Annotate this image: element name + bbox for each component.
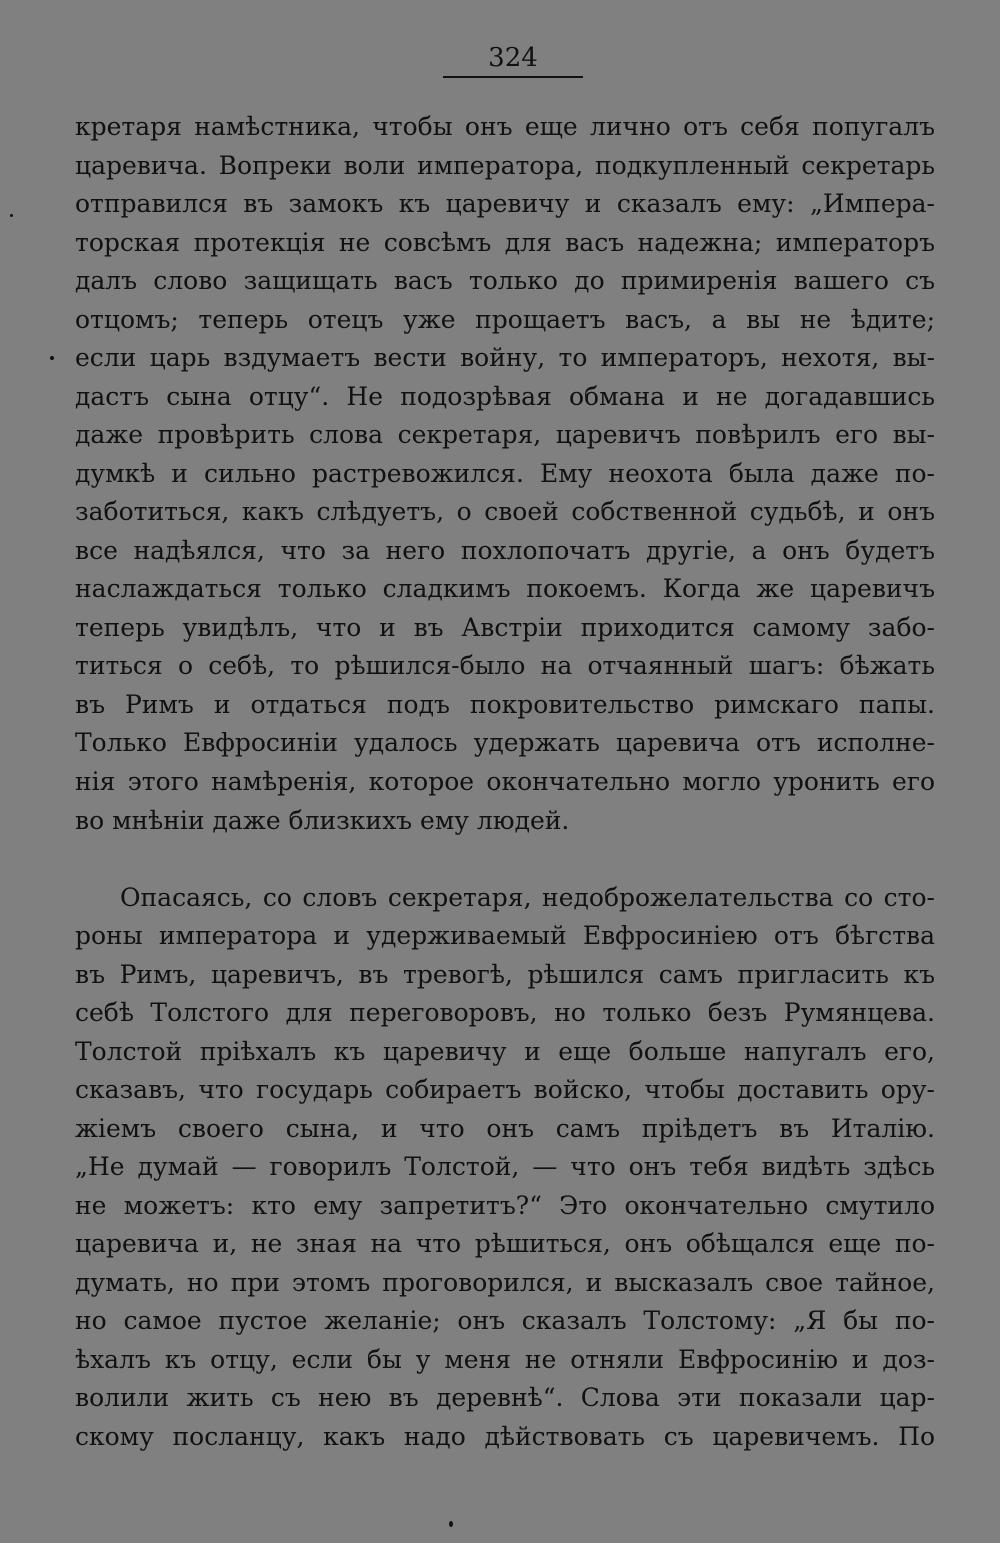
text-line: дастъ сына отцу“. Не подозрѣвая обмана и не догадавшись — [75, 382, 935, 411]
text-line: царевича. Вопреки воли императора, подкупленный секретарь — [75, 151, 935, 180]
text-line: въ Римъ, царевичъ, въ тревогѣ, рѣшился самъ пригласить къ — [75, 960, 935, 989]
text-line: думать, но при этомъ проговорился, и высказалъ свое тайное, — [75, 1268, 935, 1297]
text-line: скому посланцу, какъ надо дѣйствовать съ царевичемъ. По — [75, 1422, 935, 1451]
text-line: царевича и, не зная на что рѣшиться, онъ обѣщался еще по- — [75, 1229, 935, 1258]
text-line: титься о себѣ, то рѣшился-было на отчаянный шагъ: бѣжать — [75, 651, 935, 680]
text-line: себѣ Толстого для переговоровъ, но только безъ Румянцева. — [75, 998, 935, 1027]
text-line: кретаря намѣстника, чтобы онъ еще лично отъ себя попугалъ — [75, 112, 935, 141]
text-line: даже провѣрить слова секретаря, царевичъ повѣрилъ его вы- — [75, 420, 935, 449]
text-line: теперь увидѣлъ, что и въ Австріи приходится самому забо- — [75, 613, 935, 642]
text-line: заботиться, какъ слѣдуетъ, о своей собственной судьбѣ, и онъ — [75, 497, 935, 526]
text-line: волили жить съ нею въ деревнѣ“. Слова эти показали цар- — [75, 1383, 935, 1412]
text-line: роны императора и удерживаемый Евфросиніею отъ бѣгства — [75, 921, 935, 950]
text-line: не можетъ: кто ему запретитъ?“ Это окончательно смутило — [75, 1191, 935, 1220]
text-line: жіемъ своего сына, и что онъ самъ пріѣдетъ въ Италію. — [75, 1114, 935, 1143]
text-line: наслаждаться только сладкимъ покоемъ. Когда же царевичъ — [75, 574, 935, 603]
text-line: ѣхалъ къ отцу, если бы у меня не отняли Евфросинію и доз- — [75, 1345, 935, 1374]
text-line: отцомъ; теперь отецъ уже прощаетъ васъ, а вы не ѣдите; — [75, 305, 935, 334]
text-line: нія этого намѣренія, которое окончательно могло уронить его — [75, 767, 935, 796]
text-line: Опасаясь, со словъ секретаря, недоброжелательства со сто- — [120, 883, 935, 912]
text-line: отправился въ замокъ къ царевичу и сказалъ ему: „Импера- — [75, 189, 935, 218]
text-line: если царь вздумаетъ вести войну, то императоръ, нехотя, вы- — [75, 343, 935, 372]
text-line: въ Римъ и отдаться подъ покровительство римскаго папы. — [75, 690, 935, 719]
margin-speck — [50, 356, 54, 360]
text-line: Толстой пріѣхалъ къ царевичу и еще больше напугалъ его, — [75, 1037, 935, 1066]
text-line: Только Евфросиніи удалось удержать царевича отъ исполне- — [75, 728, 935, 757]
text-line: сказавъ, что государь собираетъ войско, чтобы доставить ору- — [75, 1075, 935, 1104]
margin-speck — [449, 1521, 453, 1527]
text-line: во мнѣніи даже близкихъ ему людей. — [75, 806, 570, 835]
text-line: далъ слово защищать васъ только до примиренія вашего съ — [75, 266, 935, 295]
text-line: торская протекція не совсѣмъ для васъ надежна; императоръ — [75, 228, 935, 257]
page-number-rule — [443, 76, 583, 78]
page-number: 324 — [488, 43, 538, 73]
text-line: „Не думай — говорилъ Толстой, — что онъ тебя видѣть здѣсь — [75, 1152, 935, 1181]
margin-speck — [10, 214, 13, 217]
text-line: думкѣ и сильно растревожился. Ему неохота была даже по- — [75, 459, 935, 488]
text-line: все надѣялся, что за него похлопочатъ другіе, а онъ будетъ — [75, 536, 935, 565]
text-line: но самое пустое желаніе; онъ сказалъ Толстому: „Я бы по- — [75, 1306, 935, 1335]
